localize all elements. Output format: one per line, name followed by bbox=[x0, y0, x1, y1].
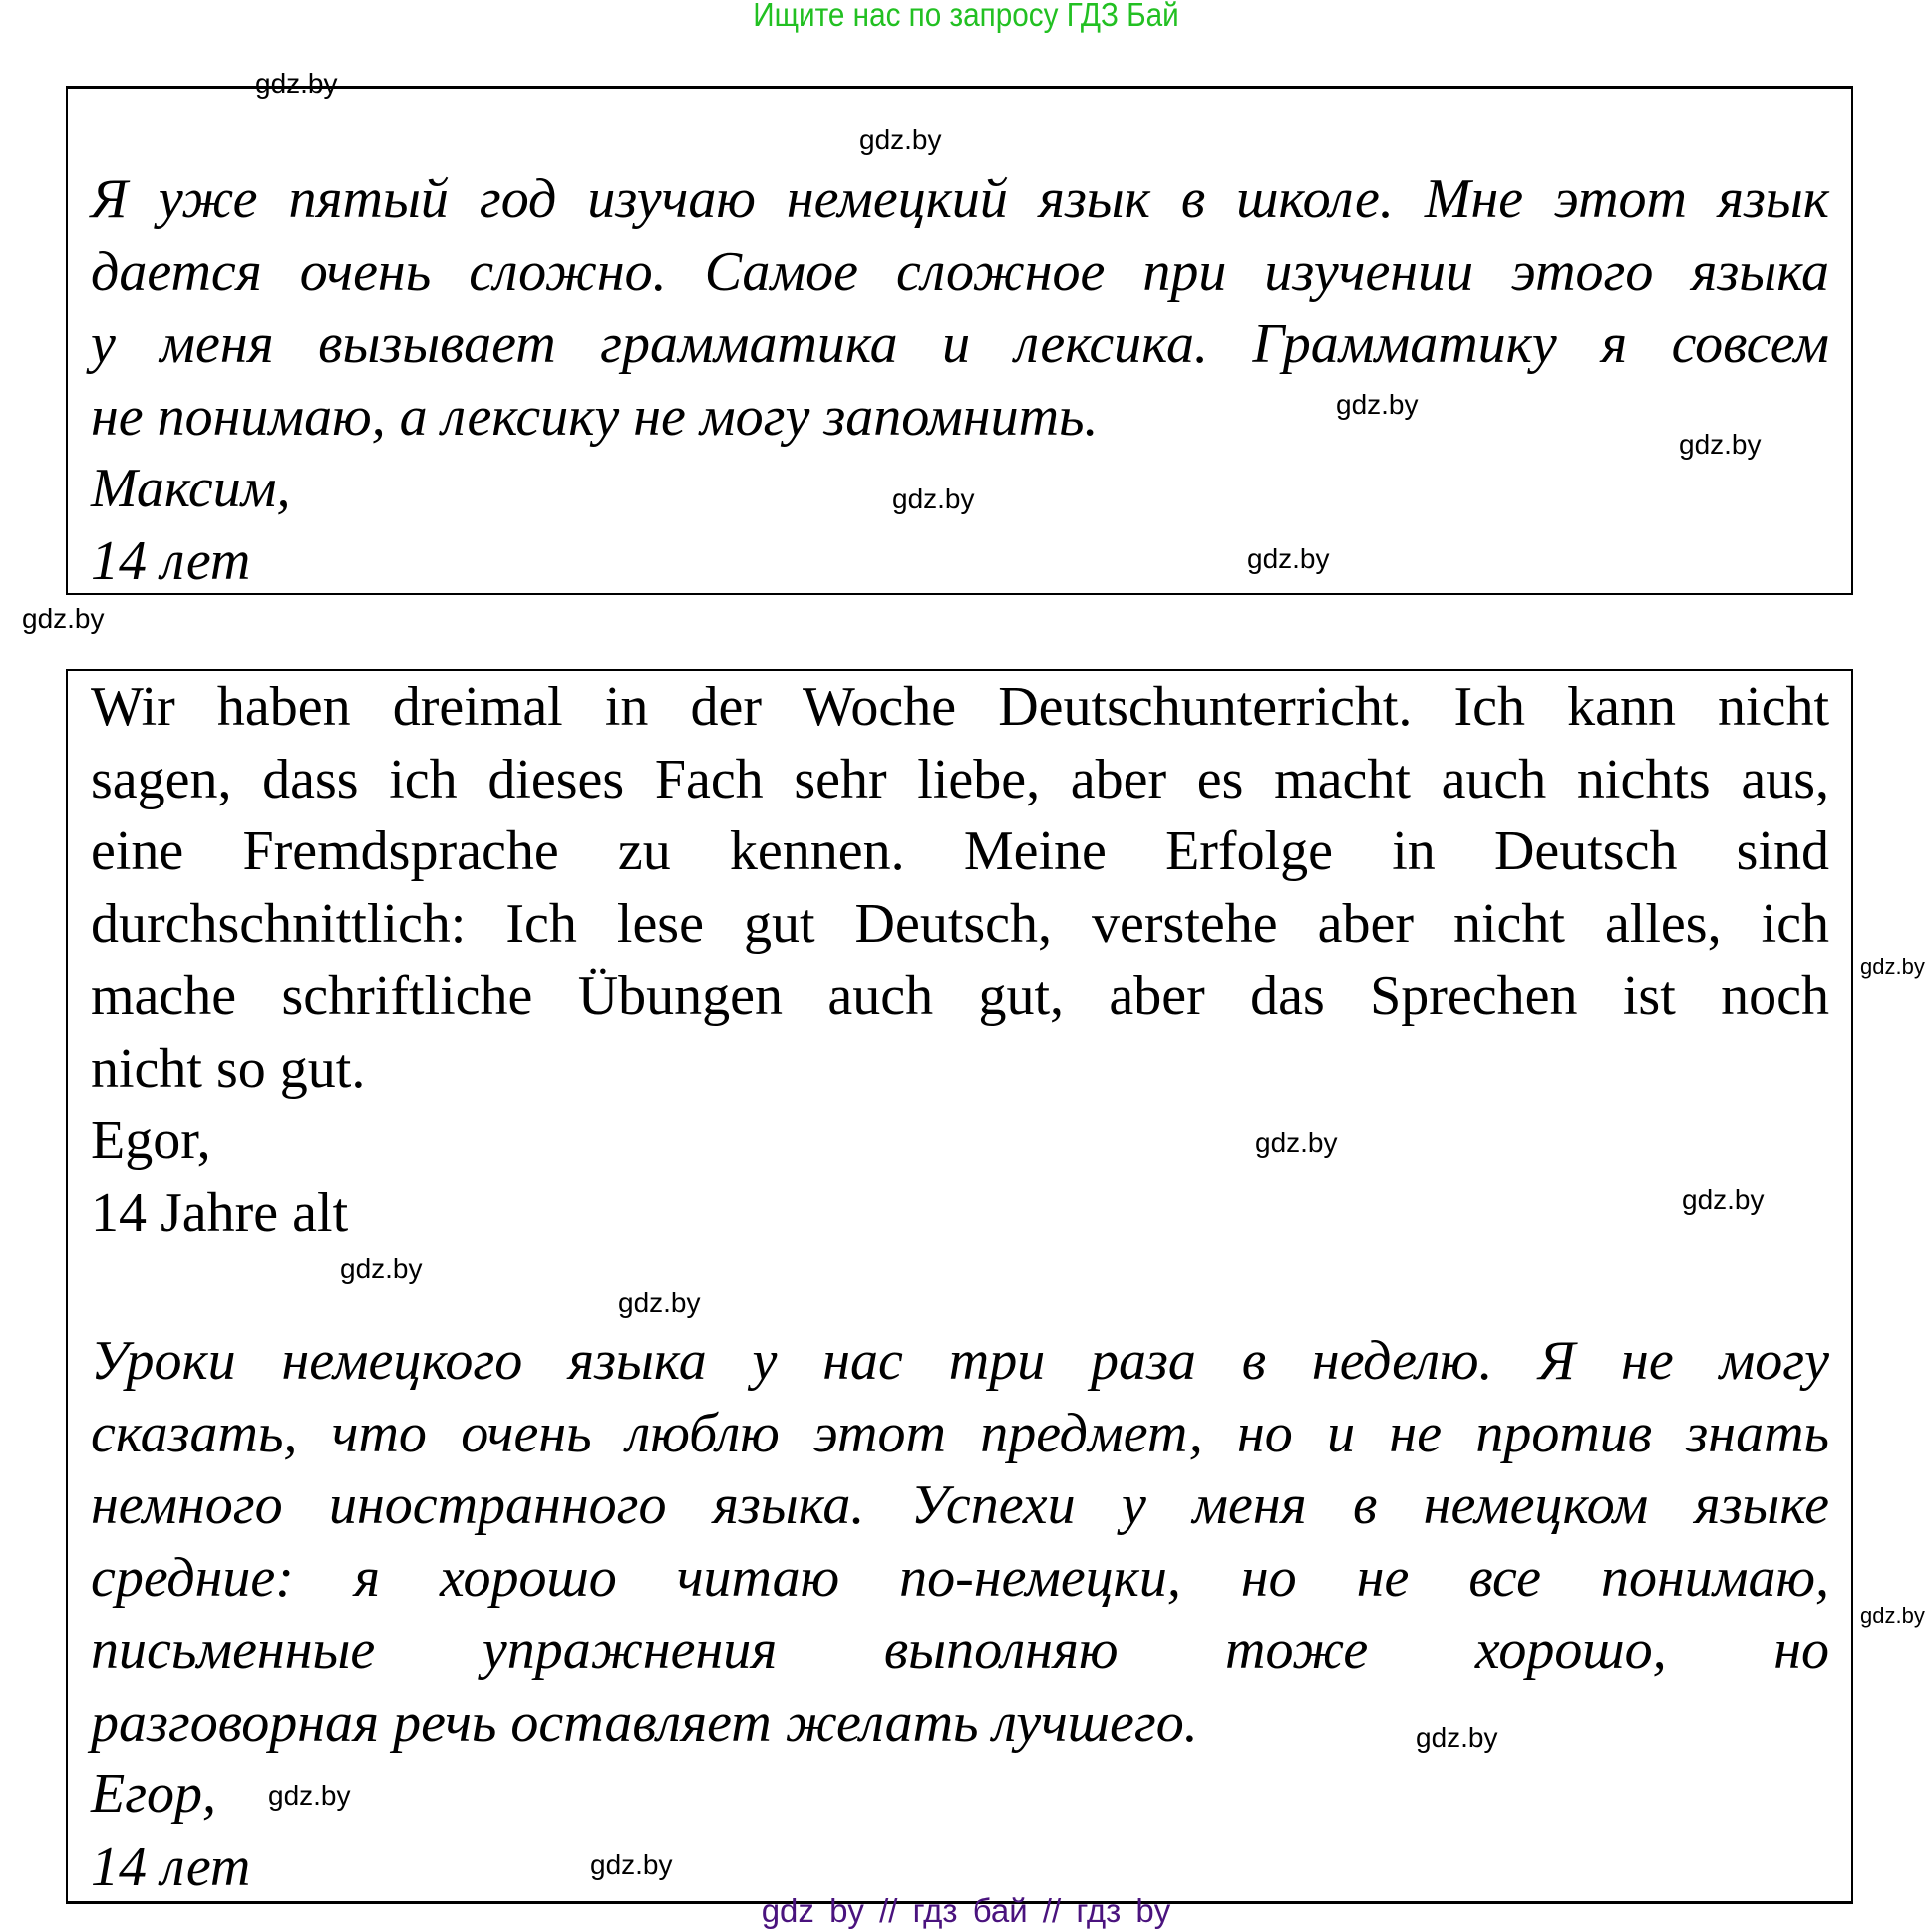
watermark: gdz.by bbox=[22, 603, 105, 634]
text-line: не понимаю, а лексику не могу запомнить. bbox=[91, 386, 1099, 448]
watermark: gdz.by bbox=[1860, 954, 1925, 979]
text-line: Я уже пятый год изучаю немецкий язык в школе. Мне этот язык bbox=[91, 168, 1829, 230]
watermark: gdz.by bbox=[859, 124, 942, 155]
text-line: немного иностранного языка. Успехи у меня в немецком языке bbox=[91, 1474, 1829, 1536]
text-line: mache schriftliche Übungen auch gut, aber das Sprechen ist noch bbox=[91, 965, 1829, 1027]
author-age: 14 Jahre alt bbox=[91, 1182, 349, 1244]
text-line: сказать, что очень люблю этот предмет, но и не против знать bbox=[91, 1403, 1829, 1464]
watermark: gdz.by bbox=[340, 1253, 423, 1284]
search-banner: Ищите нас по запросу ГДЗ Бай bbox=[753, 0, 1179, 33]
text-line: eine Fremdsprache zu kennen. Meine Erfolge in Deutsch sind bbox=[91, 820, 1829, 882]
text-line: Wir haben dreimal in der Woche Deutschunterricht. Ich kann nicht bbox=[91, 676, 1829, 738]
watermark: gdz.by bbox=[1860, 1603, 1925, 1628]
text-line: sagen, dass ich dieses Fach sehr liebe, aber es macht auch nichts aus, bbox=[91, 749, 1829, 810]
text-line: Уроки немецкого языка у нас три раза в неделю. Я не могу bbox=[91, 1330, 1829, 1392]
watermark: gdz.by bbox=[255, 68, 338, 99]
text-line: durchschnittlich: Ich lese gut Deutsch, verstehe aber nicht alles, ich bbox=[91, 893, 1829, 955]
watermark: gdz.by bbox=[618, 1287, 701, 1318]
footer-banner: gdz by // гдз бай // гдз by bbox=[761, 1892, 1171, 1929]
text-line: разговорная речь оставляет желать лучшего. bbox=[91, 1692, 1198, 1754]
text-line: у меня вызывает грамматика и лексика. Грамматику я совсем bbox=[91, 313, 1829, 375]
text-line: письменные упражнения выполняю тоже хорошо, но bbox=[91, 1619, 1829, 1681]
watermark: gdz.by bbox=[1247, 543, 1330, 574]
watermark: gdz.by bbox=[1679, 429, 1762, 460]
text-line: дается очень сложно. Самое сложное при изучении этого языка bbox=[91, 241, 1829, 303]
text-line: средние: я хорошо читаю по-немецки, но не все понимаю, bbox=[91, 1547, 1829, 1609]
watermark: gdz.by bbox=[892, 483, 975, 514]
watermark: gdz.by bbox=[1336, 389, 1419, 420]
watermark: gdz.by bbox=[1255, 1127, 1338, 1158]
author-name: Егор, bbox=[91, 1764, 217, 1825]
watermark: gdz.by bbox=[1416, 1722, 1498, 1753]
watermark: gdz.by bbox=[590, 1849, 673, 1880]
author-name: Максим, bbox=[91, 458, 291, 519]
watermark: gdz.by bbox=[268, 1780, 351, 1811]
author-age: 14 лет bbox=[91, 530, 251, 592]
text-line: nicht so gut. bbox=[91, 1038, 366, 1100]
author-age: 14 лет bbox=[91, 1836, 251, 1898]
watermark: gdz.by bbox=[1682, 1184, 1765, 1215]
author-name: Egor, bbox=[91, 1110, 211, 1171]
